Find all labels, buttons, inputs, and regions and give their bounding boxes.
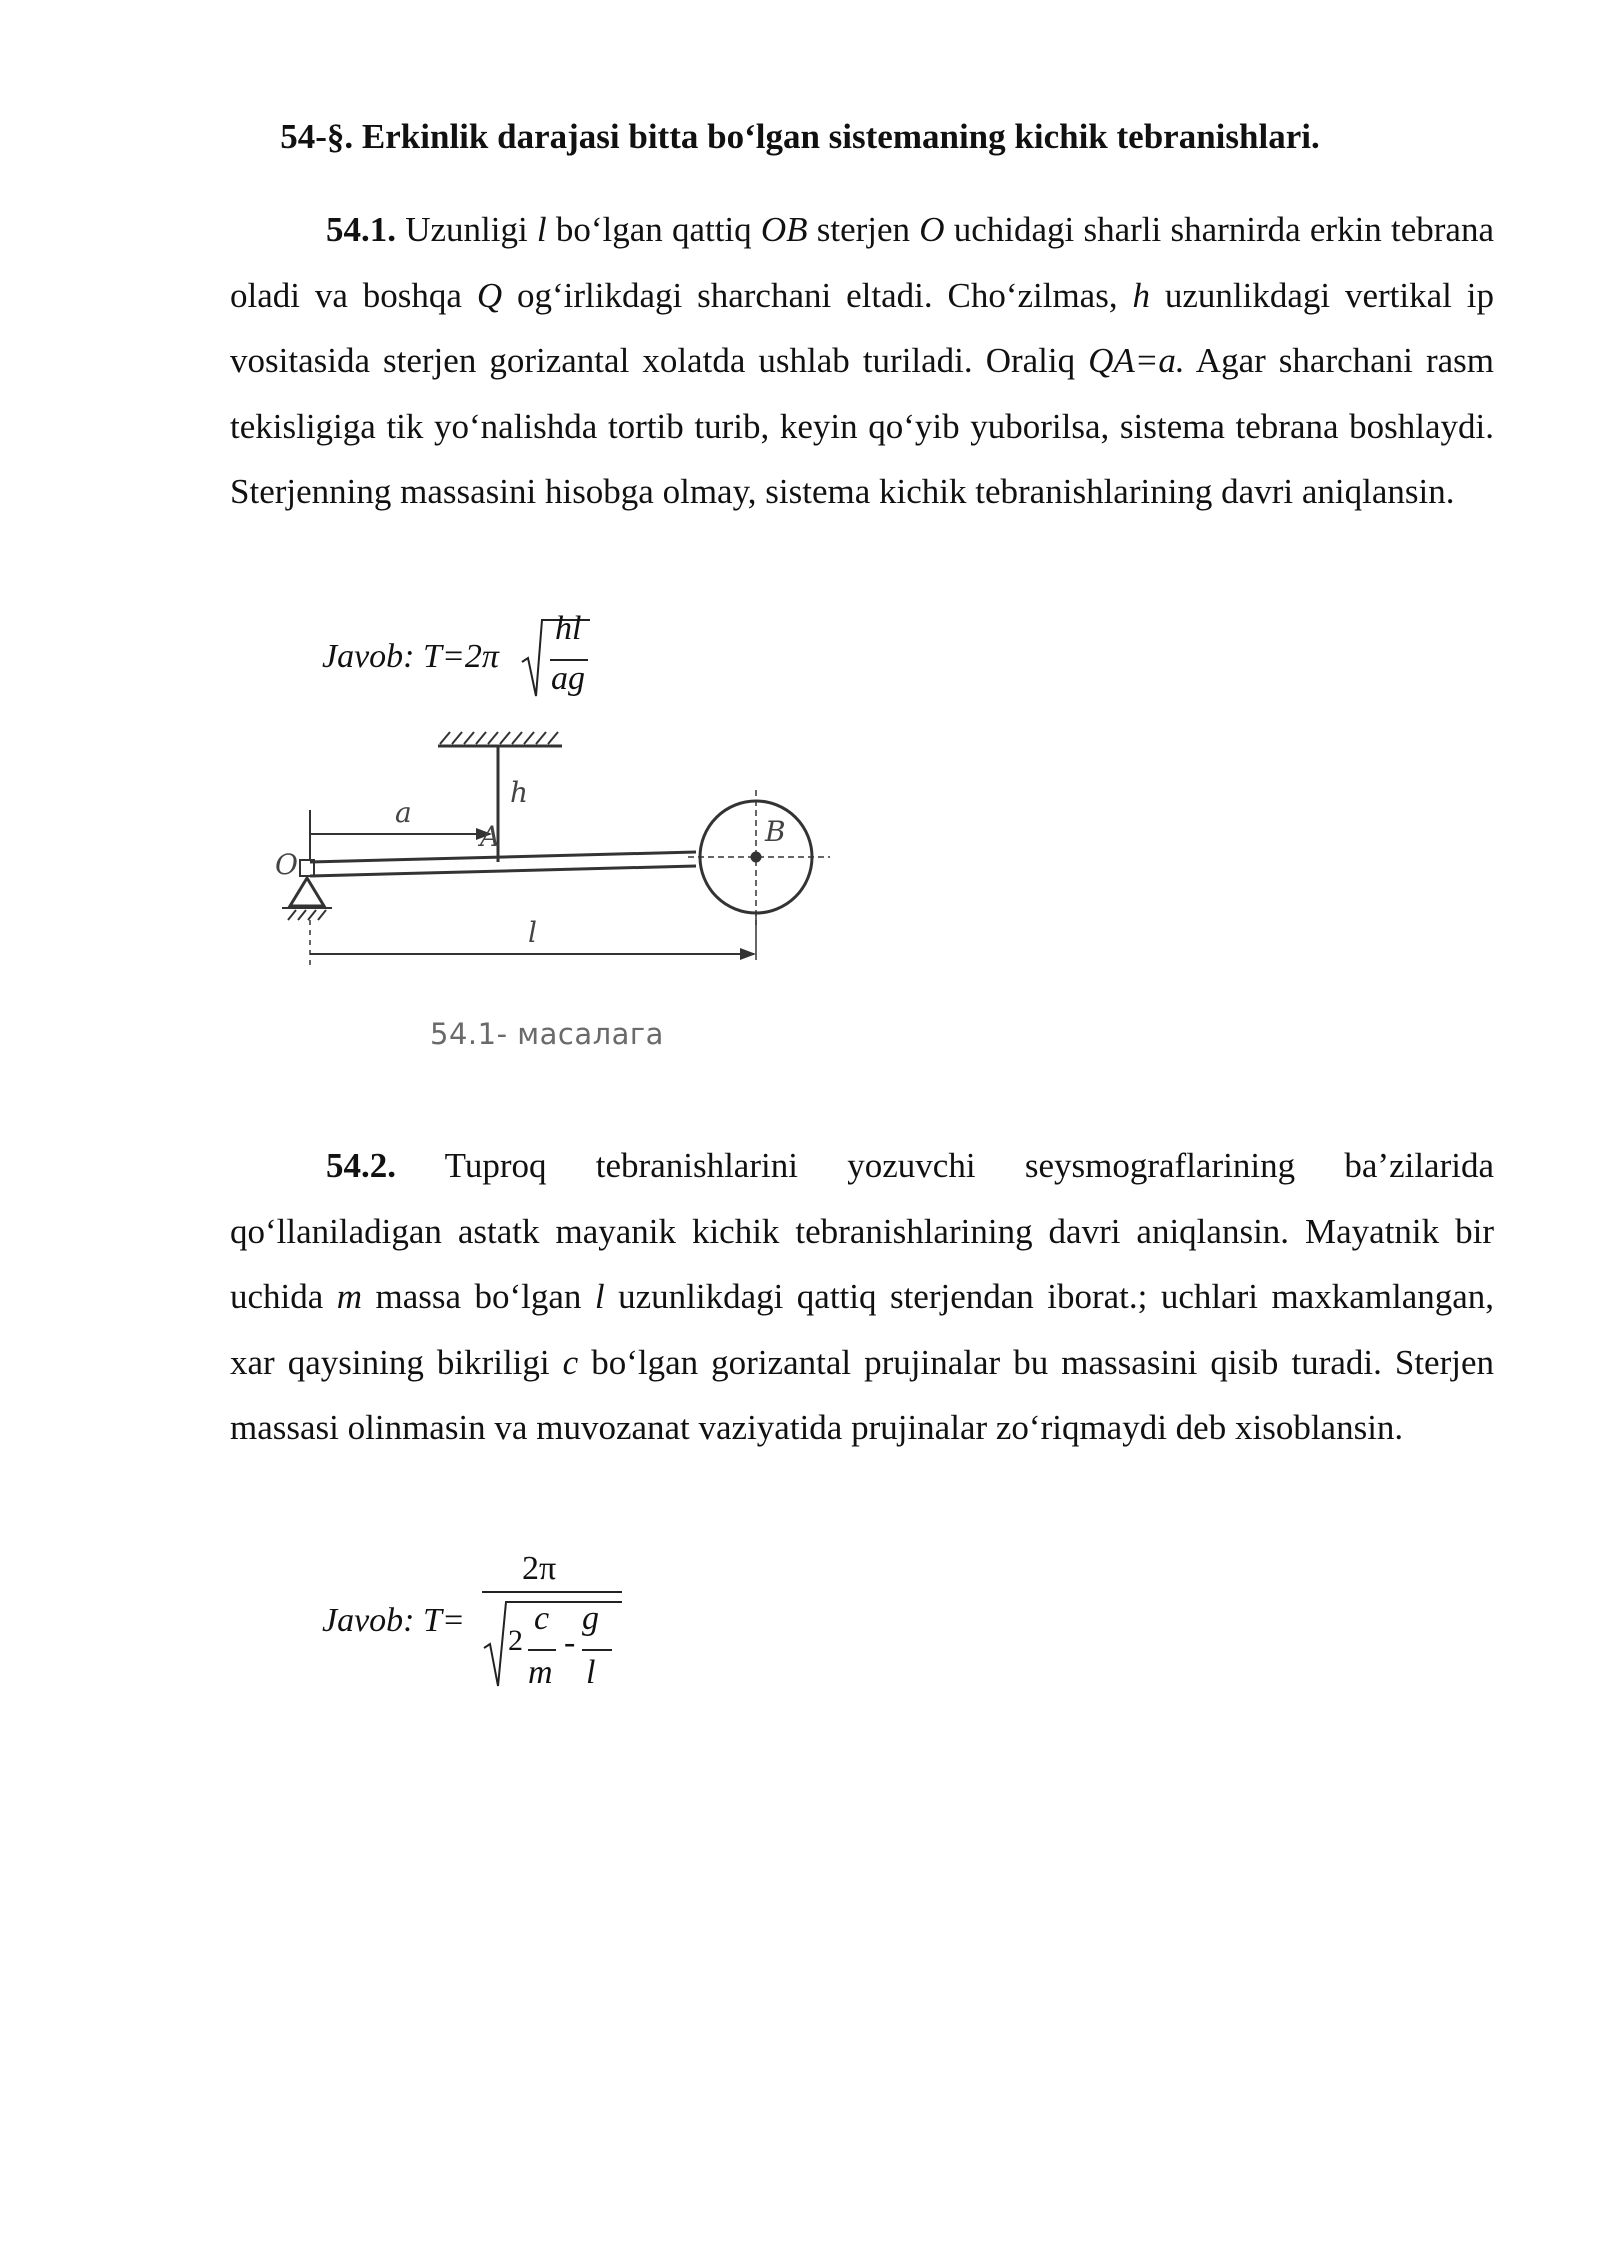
section-heading: 54-§. Erkinlik darajasi bitta bo‘lgan sistemaning kichik tebranishlari. <box>280 117 1320 156</box>
problem-54-1-body <box>230 210 1494 511</box>
text-run: Tuproq tebranishlarini yozuvchi seysmograflarining ba’zilarida qo‘llaniladigan astatk mayanik kichik tebranishlarining davri aniqlansin. Mayatnik bir uchida <box>230 1146 1494 1316</box>
text-run: sterjen <box>807 210 920 249</box>
problem-54-1-number: 54.1. <box>326 210 396 249</box>
text-run: og‘irlikdagi sharchani eltadi. Cho‘zilmas, <box>502 275 1133 315</box>
italic-symbol: OB <box>760 210 808 249</box>
answer-denominator: ag <box>551 660 585 697</box>
answer-label: Javob: T= <box>322 1602 465 1639</box>
answer-numerator: 2π <box>522 1550 557 1587</box>
answer-minus: - <box>564 1624 576 1661</box>
text-run: uzunlikdagi qattiq sterjendan iborat.; uchlari maxkamlangan, xar qaysining bikriligi <box>230 1277 1495 1382</box>
text-run: bo‘lgan gorizantal prujinalar bu massasini qisib turadi. Sterjen massasi olinmasin va muvozanat vaziyatida prujinalar zo‘riqmaydi deb xisoblansin. <box>230 1342 1494 1447</box>
answer-coef: 2 <box>508 1624 523 1657</box>
problem-54-1-text <box>230 197 1494 525</box>
italic-symbol: c <box>562 1342 579 1382</box>
italic-symbol: Q <box>476 275 503 315</box>
italic-symbol: m <box>336 1277 363 1316</box>
text-run: Agar sharchani rasm tekisligiga tik yo‘nalishda tortib turib, keyin qo‘yib yuborilsa, sistema tebrana boshlaydi. Sterjenning massasini hisobga olmay, sistema kichik tebranishlarining davri aniqlansin. <box>230 341 1494 511</box>
text-run: massa bo‘lgan <box>362 1277 595 1316</box>
answer-g: g <box>582 1600 599 1637</box>
figure-caption: 54.1- масалага <box>430 1017 664 1051</box>
italic-symbol: l <box>594 1277 605 1316</box>
problem-54-2-text <box>230 1133 1494 1461</box>
answer-c: c <box>534 1600 550 1637</box>
text-run: uzunlikdagi vertikal ip vositasida sterjen gorizantal xolatda ushlab turiladi. Oraliq <box>230 275 1494 380</box>
italic-symbol: h <box>1132 275 1150 315</box>
italic-symbol: O <box>919 210 945 249</box>
answer-m: m <box>528 1654 553 1691</box>
problem-54-2-number: 54.2. <box>326 1146 396 1185</box>
label-A: A <box>480 820 501 853</box>
label-O: O <box>275 848 298 881</box>
text-run: bo‘lgan qattiq <box>546 210 761 249</box>
text-run: uchidagi sharli sharnirda erkin tebrana oladi va boshqa <box>230 210 1494 315</box>
label-a: a <box>395 796 412 829</box>
label-h: h <box>510 776 529 809</box>
italic-symbol: l <box>536 210 547 249</box>
text-run: Uzunligi <box>396 210 537 249</box>
problem-54-2-body <box>230 1146 1494 1447</box>
answer-l: l <box>586 1654 596 1691</box>
answer-label: Javob: T=2π <box>322 638 499 675</box>
answer-numerator: hl <box>555 610 582 647</box>
label-B: B <box>765 815 786 848</box>
figure-54-1 <box>230 710 862 1110</box>
italic-symbol: QA=a. <box>1088 341 1185 380</box>
label-l: l <box>528 916 537 949</box>
